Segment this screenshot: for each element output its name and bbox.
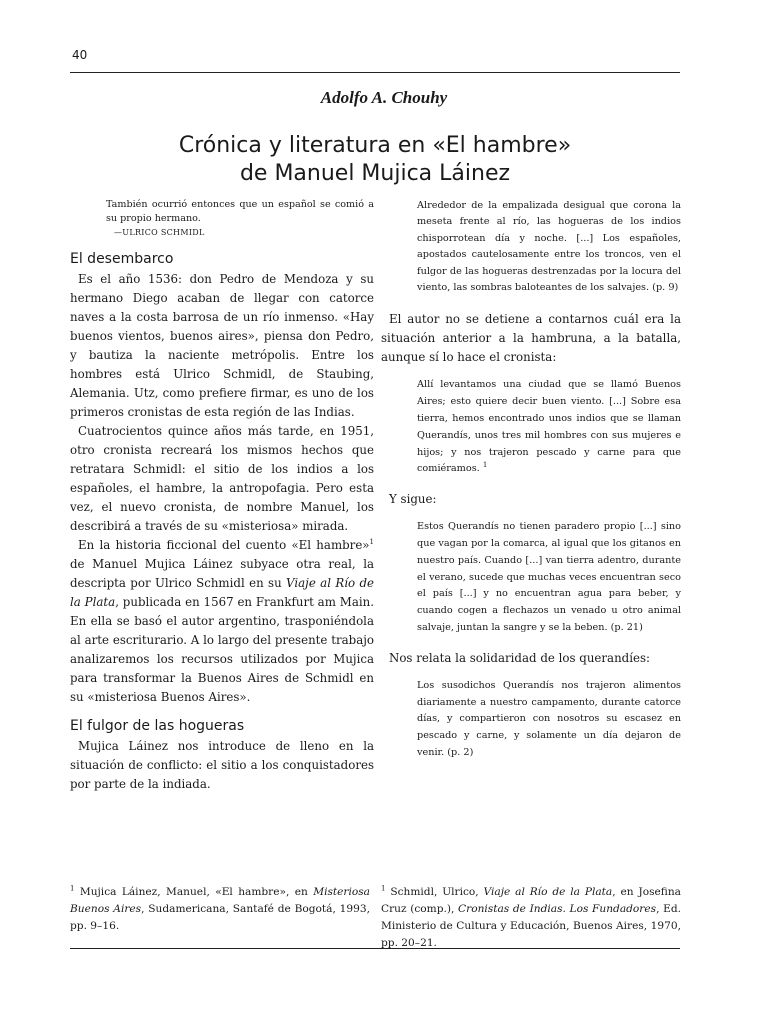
paragraph: Y sigue: <box>389 492 437 507</box>
page-number: 40 <box>72 48 88 62</box>
text-run: En la historia ficcional del cuento «El hambre» <box>78 538 370 552</box>
paragraph: Nos relata la solidaridad de los querandíes: <box>389 650 651 665</box>
epigraph <box>70 198 374 240</box>
text-run: Schmidl, Ulrico, <box>385 886 484 898</box>
footnote-number: 1 <box>70 884 75 893</box>
title-line-1: Crónica y literatura en «El hambre» <box>178 133 572 158</box>
author-name: Adolfo A. Chouhy <box>320 88 448 107</box>
text-run: , en Josefina Cruz (comp.), <box>381 886 681 915</box>
block-quote: Los susodichos Querandís nos trajeron alimentos diariamente a nuestro campamento, durante catorce días, y compartieron con nosotros su escasez en pescado y carne, y solamente un día dejaron de venir. (p. 2) <box>417 679 681 758</box>
footnote-left <box>70 884 370 935</box>
text-run: de Manuel Mujica Láinez subyace otra real, la descripta por Ulrico Schmidl en su <box>70 557 374 590</box>
paragraph: El autor no se detiene a contarnos cuál era la situación anterior a la hambruna, a la batalla, aunque sí lo hace el cronista: <box>381 312 681 365</box>
text-run: Mujica Láinez, Manuel, «El hambre», en <box>74 886 314 898</box>
book-title: Viaje al Río de la Plata <box>70 576 374 609</box>
epigraph-source: —ULRICO SCHMIDL <box>114 228 205 237</box>
title-line-2: de Manuel Mujica Láinez <box>239 161 511 186</box>
block-quote <box>381 377 681 478</box>
block-quote: Alrededor de la empalizada desigual que corona la meseta frente al río, las hogueras de los indios chisporrotean día y noche. [...] Los españoles, apostados cautelosamente entre los troncos, ven el fulgor de las hogueras destrenzadas por la locura del viento, las sombras baloteantes de los salvajes. (p. 9) <box>417 200 681 294</box>
article-title <box>70 132 680 188</box>
section-heading-desembarco: El desembarco <box>70 251 174 267</box>
header-rule <box>70 72 680 73</box>
epigraph-text: También ocurrió entonces que un español se comió a su propio hermano. <box>106 199 374 224</box>
text-run: , Sudamericana, Santafé de Bogotá, 1993, pp. 9–16. <box>70 903 370 932</box>
paragraph <box>70 536 374 707</box>
footnote-ref: 1 <box>482 461 488 470</box>
text-run: , Ed. Ministerio de Cultura y Educación, Buenos Aires, 1970, pp. 20–21. <box>381 903 681 949</box>
footnote-ref: 1 <box>369 538 374 547</box>
book-title: Cronistas de Indias. Los Fundadores <box>458 903 657 915</box>
text-run: , publicada en 1567 en Frankfurt am Main. En ella se basó el autor argentino, trasponiéndola al arte escriturario. A lo largo del presente trabajo analizaremos los recursos utilizados por Mujica para transformar la Buenos Aires de Schmidl en su «misteriosa Buenos Aires». <box>70 595 374 704</box>
right-column <box>381 198 681 774</box>
block-quote: Estos Querandís no tienen paradero propio [...] sino que vagan por la comarca, al igual que los gitanos en nuestro país. Cuando [...] van tierra adentro, durante el verano, sucede que muchas veces encuentran seco el país [...] y no encuentran agua para beber, y cuando cogen a flechazos un venado u otro animal salvaje, juntan la sangre y se la beben. (p. 21) <box>417 521 681 633</box>
footnote-number: 1 <box>381 884 386 893</box>
paragraph: Cuatrocientos quince años más tarde, en 1951, otro cronista recreará los mismos hechos que retratara Schmidl: el sitio de los indios a los españoles, el hambre, la antropofagia. Pero esta vez, el nuevo cronista, de nombre Manuel, los describirá a través de su «misteriosa» mirada. <box>70 424 374 533</box>
footnote-right <box>381 884 681 952</box>
section-heading-hogueras: El fulgor de las hogueras <box>70 718 245 734</box>
footer-rule <box>70 948 680 949</box>
paragraph: Mujica Láinez nos introduce de lleno en la situación de conflicto: el sitio a los conquistadores por parte de la indiada. <box>70 739 374 791</box>
paragraph: Es el año 1536: don Pedro de Mendoza y su hermano Diego acaban de llegar con catorce naves a la costa barrosa de un río inmenso. «Hay buenos vientos, buenos aires», piensa don Pedro, y bautiza la naciente metrópolis. Entre los hombres está Ulrico Schmidl, de Staubing, Alemania. Utz, como prefiere firmar, es uno de los primeros cronistas de esta región de las Indias. <box>70 272 374 419</box>
left-column <box>70 198 374 794</box>
book-title: Misteriosa Buenos Aires <box>70 886 370 915</box>
quote-text: Allí levantamos una ciudad que se llamó Buenos Aires; esto quiere decir buen viento. [...] Sobre esa tierra, hemos encontrado unos indios que se llaman Querandís, unos tres mil hombres con sus mujeres e hijos; y nos trajeron pescado y carne para que comiéramos. <box>417 379 681 475</box>
book-title: Viaje al Río de la Plata <box>483 886 613 898</box>
